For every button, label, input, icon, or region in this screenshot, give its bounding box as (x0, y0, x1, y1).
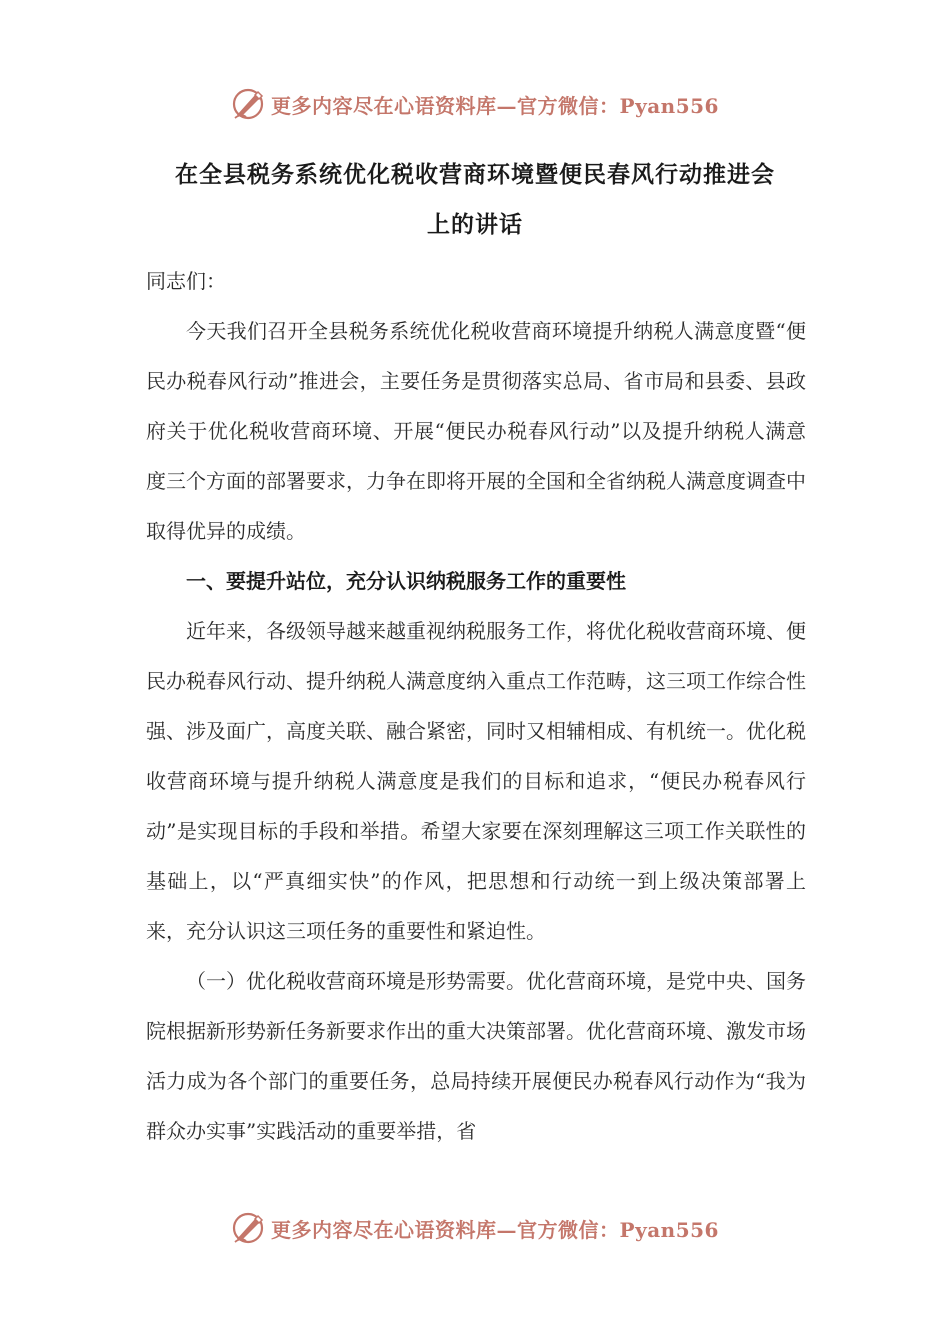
pen-logo-icon (231, 87, 265, 121)
paragraph-1: 近年来，各级领导越来越重视纳税服务工作，将优化税收营商环境、便民办税春风行动、提升纳税人满意度纳入重点工作范畴，这三项工作综合性强、涉及面广，高度关联、融合紧密，同时又相辅相成、有机统一。优化税收营商环境与提升纳税人满意度是我们的目标和追求，“便民办税春风行动”是实现目标的手段和举措。希望大家要在深刻理解这三项工作关联性的基础上，以“严真细实快”的作风，把思想和行动统一到上级决策部署上来，充分认识这三项任务的重要性和紧迫性。 (146, 619, 806, 943)
banner-text: 更多内容尽在心语资料库—官方微信：Pyan556 (271, 1217, 719, 1242)
intro-paragraph: 今天我们召开全县税务系统优化税收营商环境提升纳税人满意度暨“便民办税春风行动”推进会，主要任务是贯彻落实总局、省市局和县委、县政府关于优化税收营商环境、开展“便民办税春风行动”以及提升纳税人满意度三个方面的部署要求，力争在即将开展的全国和全省纳税人满意度调查中取得优异的成绩。 (146, 319, 806, 543)
pen-logo-icon (231, 1211, 265, 1245)
banner-text: 更多内容尽在心语资料库—官方微信：Pyan556 (271, 93, 719, 118)
paragraph-2: （一）优化税收营商环境是形势需要。优化营商环境，是党中央、国务院根据新形势新任务新要求作出的重大决策部署。优化营商环境、激发市场活力成为各个部门的重要任务，总局持续开展便民办税春风行动作为“我为群众办实事”实践活动的重要举措，省 (146, 969, 806, 1143)
document-title-line2: 上的讲话 (427, 212, 523, 238)
header-watermark-banner (0, 84, 950, 124)
salutation: 同志们： (146, 269, 226, 293)
section-heading-1: 一、要提升站位，充分认识纳税服务工作的重要性 (186, 569, 626, 593)
document-body (146, 256, 806, 1156)
footer-watermark-banner (0, 1208, 950, 1248)
document-title-line1: 在全县税务系统优化税收营商环境暨便民春风行动推进会 (175, 162, 775, 188)
